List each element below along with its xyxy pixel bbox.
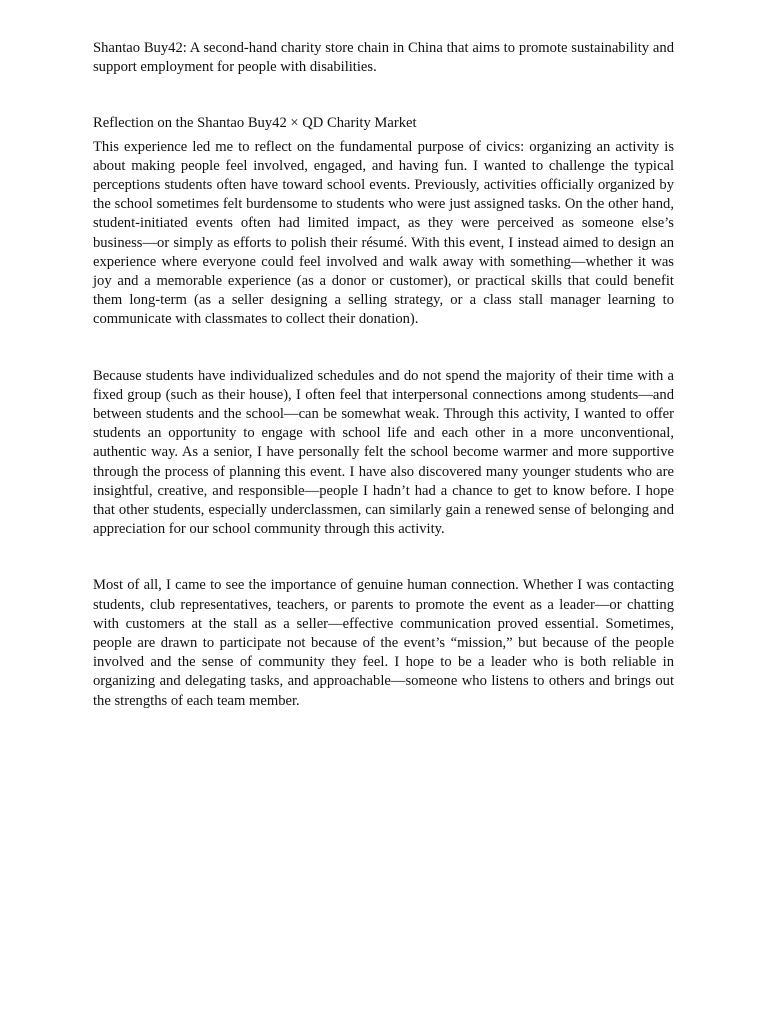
body-paragraph-1: This experience led me to reflect on the fundamental purpose of civics: organizing an activity is about making people feel involved, engaged, and having fun. I wanted to challenge the typical perceptions students often have toward school events. Previously, activities officially organized by the school sometimes felt burdensome to students who were just assigned tasks. On the other hand, student-initiated events often had limited impact, as they were perceived as someone else’s business—or simply as efforts to polish their résumé. With this event, I instead aimed to design an experience where everyone could feel involved and walk away with something—whether it was joy and a memorable experience (as a donor or customer), or practical skills that could benefit them long-term (as a seller designing a selling strategy, or a class stall manager learning to communicate with classmates to collect their donation). [93, 138, 674, 328]
document-page [93, 39, 674, 711]
reflection-heading: Reflection on the Shantao Buy42 × QD Charity Market [93, 115, 417, 132]
body-paragraph-2: Because students have individualized schedules and do not spend the majority of their time with a fixed group (such as their house), I often feel that interpersonal connections among students—and between students and the school—can be somewhat weak. Through this activity, I wanted to offer students an opportunity to engage with school life and each other in a more unconventional, authentic way. As a senior, I have personally felt the school become warmer and more supportive through the process of planning this event. I have also discovered many younger students who are insightful, creative, and responsible—people I hadn’t had a chance to get to know before. I hope that other students, especially underclassmen, can similarly gain a renewed sense of belonging and appreciation for our school community through this activity. [93, 367, 674, 538]
intro-paragraph: Shantao Buy42: A second-hand charity store chain in China that aims to promote sustainability and support employment for people with disabilities. [93, 40, 674, 76]
body-paragraph-3: Most of all, I came to see the importance of genuine human connection. Whether I was contacting students, club representatives, teachers, or parents to promote the event as a leader—or chatting with customers at the stall as a seller—effective communication proved essential. Sometimes, people are drawn to participate not because of the event’s “mission,” but because of the people involved and the sense of community they feel. I hope to be a leader who is both reliable in organizing and delegating tasks, and approachable—someone who listens to others and brings out the strengths of each team member. [93, 577, 674, 709]
